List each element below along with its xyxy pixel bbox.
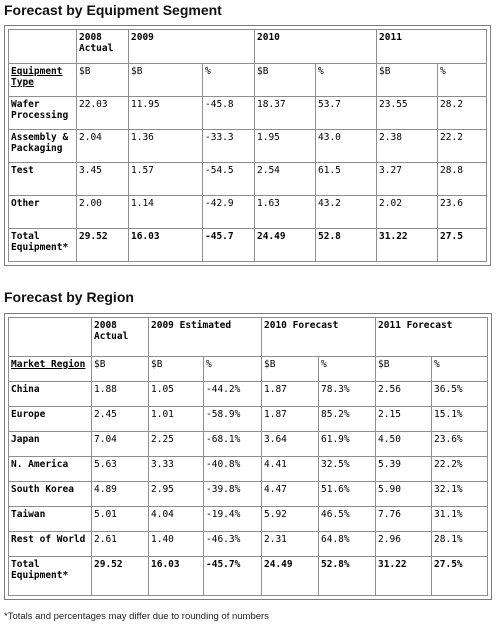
value-cell: 46.5% [318, 506, 375, 531]
value-cell: 1.05 [148, 381, 203, 406]
row-label-cell: Assembly & Packaging [8, 129, 76, 162]
value-cell: 2.56 [375, 381, 431, 406]
value-cell: 1.57 [128, 162, 202, 195]
value-cell: 5.63 [91, 456, 148, 481]
row-label-cell: Wafer Processing [8, 96, 76, 129]
value-cell: 4.04 [148, 506, 203, 531]
unit-header: $B [128, 63, 202, 96]
value-cell: 2.45 [91, 406, 148, 431]
value-cell: 4.50 [375, 431, 431, 456]
value-cell: 2.00 [76, 195, 128, 228]
value-cell: 2.25 [148, 431, 203, 456]
value-cell: 36.5% [431, 381, 488, 406]
value-cell: 1.36 [128, 129, 202, 162]
region-forecast-table [8, 317, 488, 596]
value-cell: 43.2 [315, 195, 376, 228]
year-header-row [8, 29, 487, 63]
value-cell: 11.95 [128, 96, 202, 129]
value-cell: 23.55 [376, 96, 437, 129]
value-cell: 2.38 [376, 129, 437, 162]
value-cell: 28.8 [437, 162, 487, 195]
value-cell: 1.88 [91, 381, 148, 406]
table-row [8, 96, 487, 129]
table-row [8, 456, 488, 481]
unit-header: % [437, 63, 487, 96]
value-cell: 53.7 [315, 96, 376, 129]
table-row [8, 406, 488, 431]
row-label-cell: Rest of World [8, 531, 91, 556]
value-cell: 23.6 [437, 195, 487, 228]
unit-header: % [431, 356, 488, 381]
unit-header: % [202, 63, 254, 96]
value-cell: 1.14 [128, 195, 202, 228]
table-row [8, 431, 488, 456]
unit-header: % [203, 356, 261, 381]
table-row [8, 531, 488, 556]
value-cell: 64.8% [318, 531, 375, 556]
unit-header: $B [254, 63, 315, 96]
value-cell: 2.95 [148, 481, 203, 506]
value-cell: -39.8% [203, 481, 261, 506]
year-header: 2011 [376, 29, 487, 63]
value-cell: 3.45 [76, 162, 128, 195]
value-cell: -46.3% [203, 531, 261, 556]
value-cell: 7.04 [91, 431, 148, 456]
value-cell: 2.04 [76, 129, 128, 162]
row-label-cell: Total Equipment* [8, 228, 76, 262]
region-forecast-table-frame [4, 313, 492, 600]
region-forecast-title: Forecast by Region [4, 289, 134, 305]
value-cell: 27.5 [437, 228, 487, 262]
value-cell: -40.8% [203, 456, 261, 481]
value-cell: 61.9% [318, 431, 375, 456]
corner-cell [8, 29, 76, 63]
value-cell: 31.22 [375, 556, 431, 596]
value-cell: 2.02 [376, 195, 437, 228]
value-cell: -45.8 [202, 96, 254, 129]
row-label-cell: South Korea [8, 481, 91, 506]
value-cell: 1.95 [254, 129, 315, 162]
value-cell: 3.27 [376, 162, 437, 195]
value-cell: 1.01 [148, 406, 203, 431]
unit-header: $B [375, 356, 431, 381]
year-header: 2008 Actual [76, 29, 128, 63]
value-cell: 43.0 [315, 129, 376, 162]
value-cell: -45.7 [202, 228, 254, 262]
table-row [8, 381, 488, 406]
row-label-cell: Test [8, 162, 76, 195]
value-cell: 52.8% [318, 556, 375, 596]
unit-header: $B [261, 356, 318, 381]
total-row [8, 228, 487, 262]
value-cell: 29.52 [91, 556, 148, 596]
value-cell: 2.96 [375, 531, 431, 556]
value-cell: 22.03 [76, 96, 128, 129]
value-cell: 22.2% [431, 456, 488, 481]
corner-cell [8, 317, 91, 356]
row-label-cell: Europe [8, 406, 91, 431]
value-cell: -45.7% [203, 556, 261, 596]
value-cell: 5.39 [375, 456, 431, 481]
table-row [8, 162, 487, 195]
value-cell: -19.4% [203, 506, 261, 531]
unit-header: $B [91, 356, 148, 381]
value-cell: 4.47 [261, 481, 318, 506]
value-cell: 5.90 [375, 481, 431, 506]
row-label-header: Equipment Type [8, 63, 76, 96]
value-cell: -42.9 [202, 195, 254, 228]
unit-header: $B [376, 63, 437, 96]
value-cell: 52.8 [315, 228, 376, 262]
value-cell: 28.1% [431, 531, 488, 556]
value-cell: -68.1% [203, 431, 261, 456]
table-row [8, 129, 487, 162]
row-label-header: Market Region [8, 356, 91, 381]
column-header-row [8, 356, 488, 381]
value-cell: 22.2 [437, 129, 487, 162]
year-header-row [8, 317, 488, 356]
value-cell: 51.6% [318, 481, 375, 506]
row-label-cell: China [8, 381, 91, 406]
value-cell: 1.40 [148, 531, 203, 556]
value-cell: 3.64 [261, 431, 318, 456]
value-cell: 29.52 [76, 228, 128, 262]
year-header: 2010 Forecast [261, 317, 375, 356]
value-cell: 24.49 [254, 228, 315, 262]
value-cell: 1.87 [261, 381, 318, 406]
unit-header: $B [76, 63, 128, 96]
unit-header: % [318, 356, 375, 381]
value-cell: 2.61 [91, 531, 148, 556]
value-cell: 31.22 [376, 228, 437, 262]
value-cell: 1.87 [261, 406, 318, 431]
value-cell: 4.41 [261, 456, 318, 481]
value-cell: 61.5 [315, 162, 376, 195]
value-cell: 78.3% [318, 381, 375, 406]
value-cell: 15.1% [431, 406, 488, 431]
value-cell: 23.6% [431, 431, 488, 456]
table-row [8, 481, 488, 506]
value-cell: 85.2% [318, 406, 375, 431]
table-row [8, 506, 488, 531]
value-cell: 16.03 [148, 556, 203, 596]
value-cell: 16.03 [128, 228, 202, 262]
row-label-cell: Total Equipment* [8, 556, 91, 596]
value-cell: 2.15 [375, 406, 431, 431]
value-cell: -33.3 [202, 129, 254, 162]
value-cell: 4.89 [91, 481, 148, 506]
value-cell: 28.2 [437, 96, 487, 129]
value-cell: -58.9% [203, 406, 261, 431]
value-cell: 5.92 [261, 506, 318, 531]
value-cell: 3.33 [148, 456, 203, 481]
value-cell: 5.01 [91, 506, 148, 531]
equipment-forecast-table-frame [4, 25, 491, 266]
year-header: 2008 Actual [91, 317, 148, 356]
footnote: *Totals and percentages may differ due to rounding of numbers [4, 611, 269, 622]
value-cell: -44.2% [203, 381, 261, 406]
equipment-forecast-title: Forecast by Equipment Segment [4, 2, 222, 18]
unit-header: % [315, 63, 376, 96]
row-label-cell: Other [8, 195, 76, 228]
value-cell: 32.5% [318, 456, 375, 481]
value-cell: 7.76 [375, 506, 431, 531]
year-header: 2009 [128, 29, 254, 63]
value-cell: 31.1% [431, 506, 488, 531]
year-header: 2010 [254, 29, 376, 63]
table-row [8, 195, 487, 228]
value-cell: 27.5% [431, 556, 488, 596]
row-label-cell: Japan [8, 431, 91, 456]
value-cell: -54.5 [202, 162, 254, 195]
year-header: 2011 Forecast [375, 317, 488, 356]
value-cell: 18.37 [254, 96, 315, 129]
row-label-cell: N. America [8, 456, 91, 481]
row-label-cell: Taiwan [8, 506, 91, 531]
value-cell: 2.31 [261, 531, 318, 556]
equipment-forecast-table [8, 29, 487, 262]
value-cell: 32.1% [431, 481, 488, 506]
value-cell: 1.63 [254, 195, 315, 228]
column-header-row [8, 63, 487, 96]
year-header: 2009 Estimated [148, 317, 261, 356]
unit-header: $B [148, 356, 203, 381]
value-cell: 24.49 [261, 556, 318, 596]
value-cell: 2.54 [254, 162, 315, 195]
total-row [8, 556, 488, 596]
